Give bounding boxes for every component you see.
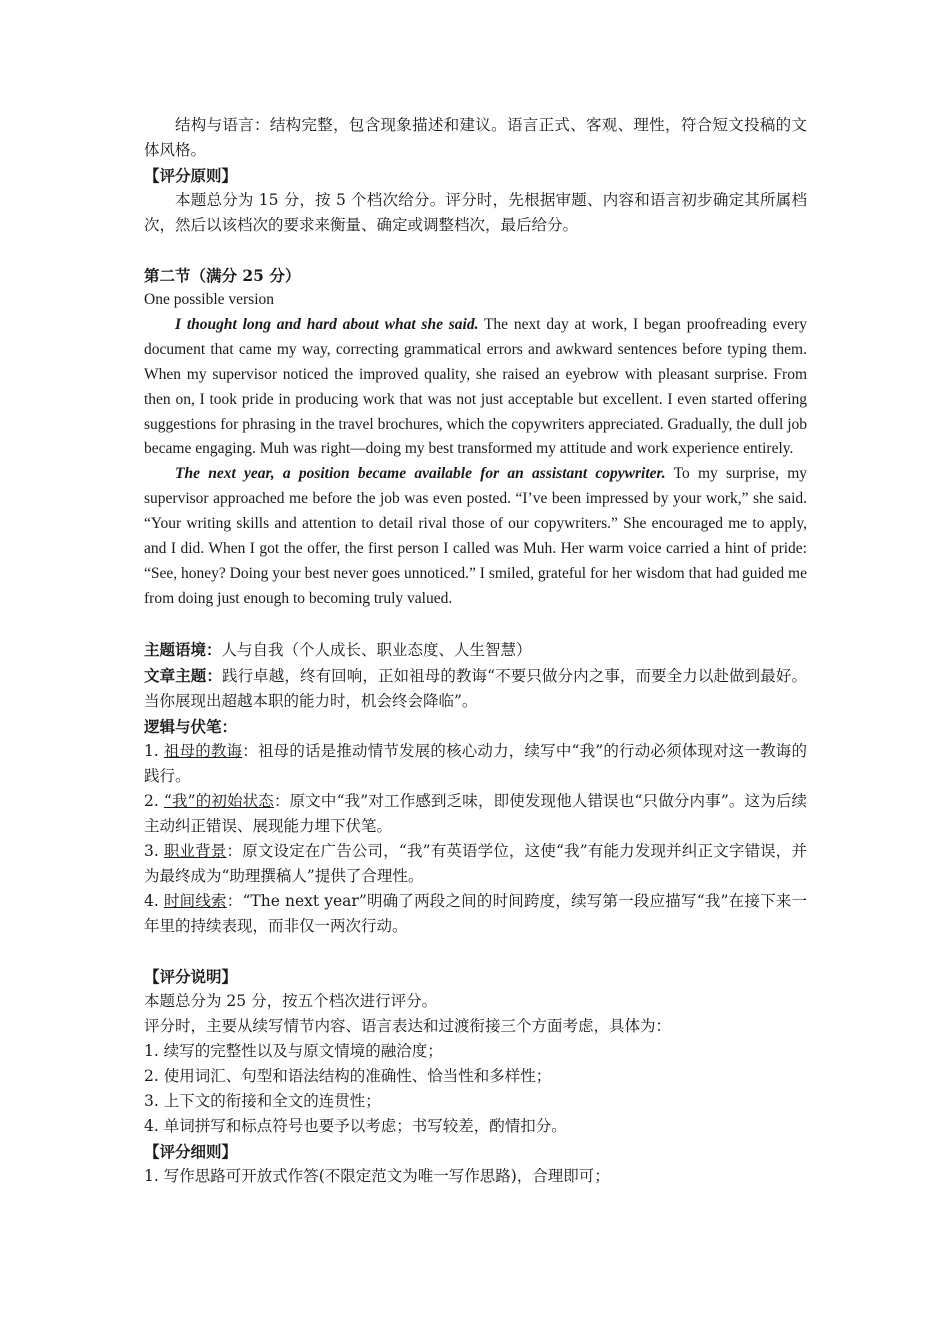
item-key: 时间线索 — [163, 891, 227, 910]
scoring-principle-text: 本题总分为 15 分，按 5 个档次给分。评分时，先根据审题、内容和语言初步确定其所属档次，然后以该档次的要求来衡量、确定或调整档次，最后给分。 — [144, 191, 807, 234]
logic-item — [144, 839, 807, 889]
scoring-line: 评分时，主要从续写情节内容、语言表达和过渡衔接三个方面考虑，具体为： — [144, 1016, 672, 1035]
item-text: ：原文中“我”对工作感到乏味，即使发现他人错误也“只做分内事”。这为后续主动纠正错误、展现能力埋下伏笔。 — [144, 791, 807, 835]
logic-heading: 逻辑与伏笔： — [144, 716, 238, 736]
sample-paragraph-2 — [144, 462, 807, 611]
article-theme-text: 践行卓越，终有回响，正如祖母的教诲“不要只做分内之事，而要全力以赴做到最好。当你展现出超越本职的能力时，机会终会降临”。 — [144, 666, 807, 710]
paragraph-1-body: The next day at work, I began proofreading every document that came my way, correcting grammatical errors and awkward sentences before typing them. When my supervisor noticed the improved quality, she raised an eyebrow with pleasant surprise. From then on, I took pride in producing work that was not just acceptable but excellent. I even started offering suggestions for phrasing in the travel brochures, which the copywriters appreciated. Gradually, the dull job became engaging. Muh was right—doing my best transformed my attitude and work experience entirely. — [144, 315, 807, 458]
article-theme-label: 文章主题： — [144, 665, 222, 685]
section2-heading: 第二节（满分 25 分） — [144, 266, 301, 285]
item-key: 职业背景 — [163, 841, 227, 860]
item-number: 1. — [144, 741, 159, 760]
item-key: “我”的初始状态 — [163, 791, 274, 810]
spacer — [144, 939, 807, 964]
item-text: ：“The next year”明确了两段之间的时间跨度，续写第一段应描写“我”在接下来一年里的持续表现，而非仅一两次行动。 — [144, 891, 807, 935]
scoring-detail-item: 1. 写作思路可开放式作答(不限定范文为唯一写作思路)，合理即可； — [144, 1166, 610, 1185]
scoring-item: 3. 上下文的衔接和全文的连贯性； — [144, 1091, 381, 1110]
sample-paragraph-1 — [144, 313, 807, 462]
theme-context-text: 人与自我（个人成长、职业态度、人生智慧） — [221, 640, 532, 659]
scoring-item: 2. 使用词汇、句型和语法结构的准确性、恰当性和多样性； — [144, 1066, 552, 1085]
logic-item — [144, 889, 807, 939]
item-number: 2. — [144, 791, 159, 810]
paragraph-1-lead-sentence: I thought long and hard about what she said. — [175, 315, 479, 333]
theme-context-line — [144, 637, 807, 663]
document-content — [144, 113, 807, 1189]
structure-language-paragraph: 结构与语言：结构完整，包含现象描述和建议。语言正式、客观、理性，符合短文投稿的文体风格。 — [144, 116, 807, 159]
spacer — [144, 612, 807, 637]
scoring-item: 1. 续写的完整性以及与原文情境的融洽度； — [144, 1041, 443, 1060]
logic-item — [144, 739, 807, 789]
logic-item — [144, 789, 807, 839]
paragraph-2-lead-sentence: The next year, a position became available for an assistant copywriter. — [175, 465, 666, 483]
version-label: One possible version — [144, 291, 275, 308]
scoring-principle-heading: 【评分原则】 — [144, 166, 238, 185]
theme-context-label: 主题语境： — [144, 639, 222, 659]
item-text: ：祖母的话是推动情节发展的核心动力，续写中“我”的行动必须体现对这一教诲的践行。 — [144, 741, 807, 785]
scoring-details-heading: 【评分细则】 — [144, 1141, 238, 1161]
paragraph-2-body: To my surprise, my supervisor approached me before the job was even posted. “I’ve been impressed by your work,” she said. “Your writing skills and attention to detail rival those of our copywriters.” She encouraged me to apply, and I did. When I got the offer, the first person I called was Muh. Her warm voice carried a hint of pride: “See, honey? Doing your best never goes unnoticed.” I smiled, grateful for her wisdom that had guided me from doing just enough to becoming truly valued. — [144, 465, 808, 607]
article-theme-line — [144, 663, 807, 714]
item-number: 4. — [144, 891, 159, 910]
item-number: 3. — [144, 841, 159, 860]
scoring-explanation-heading: 【评分说明】 — [144, 966, 238, 986]
scoring-line: 本题总分为 25 分，按五个档次进行评分。 — [144, 991, 438, 1010]
item-key: 祖母的教诲 — [163, 741, 243, 760]
item-text: ：原文设定在广告公司，“我”有英语学位，这使“我”有能力发现并纠正文字错误，并为最终成为“助理撰稿人”提供了合理性。 — [144, 841, 807, 885]
scoring-item: 4. 单词拼写和标点符号也要予以考虑；书写较差，酌情扣分。 — [144, 1116, 567, 1135]
spacer — [144, 238, 807, 263]
